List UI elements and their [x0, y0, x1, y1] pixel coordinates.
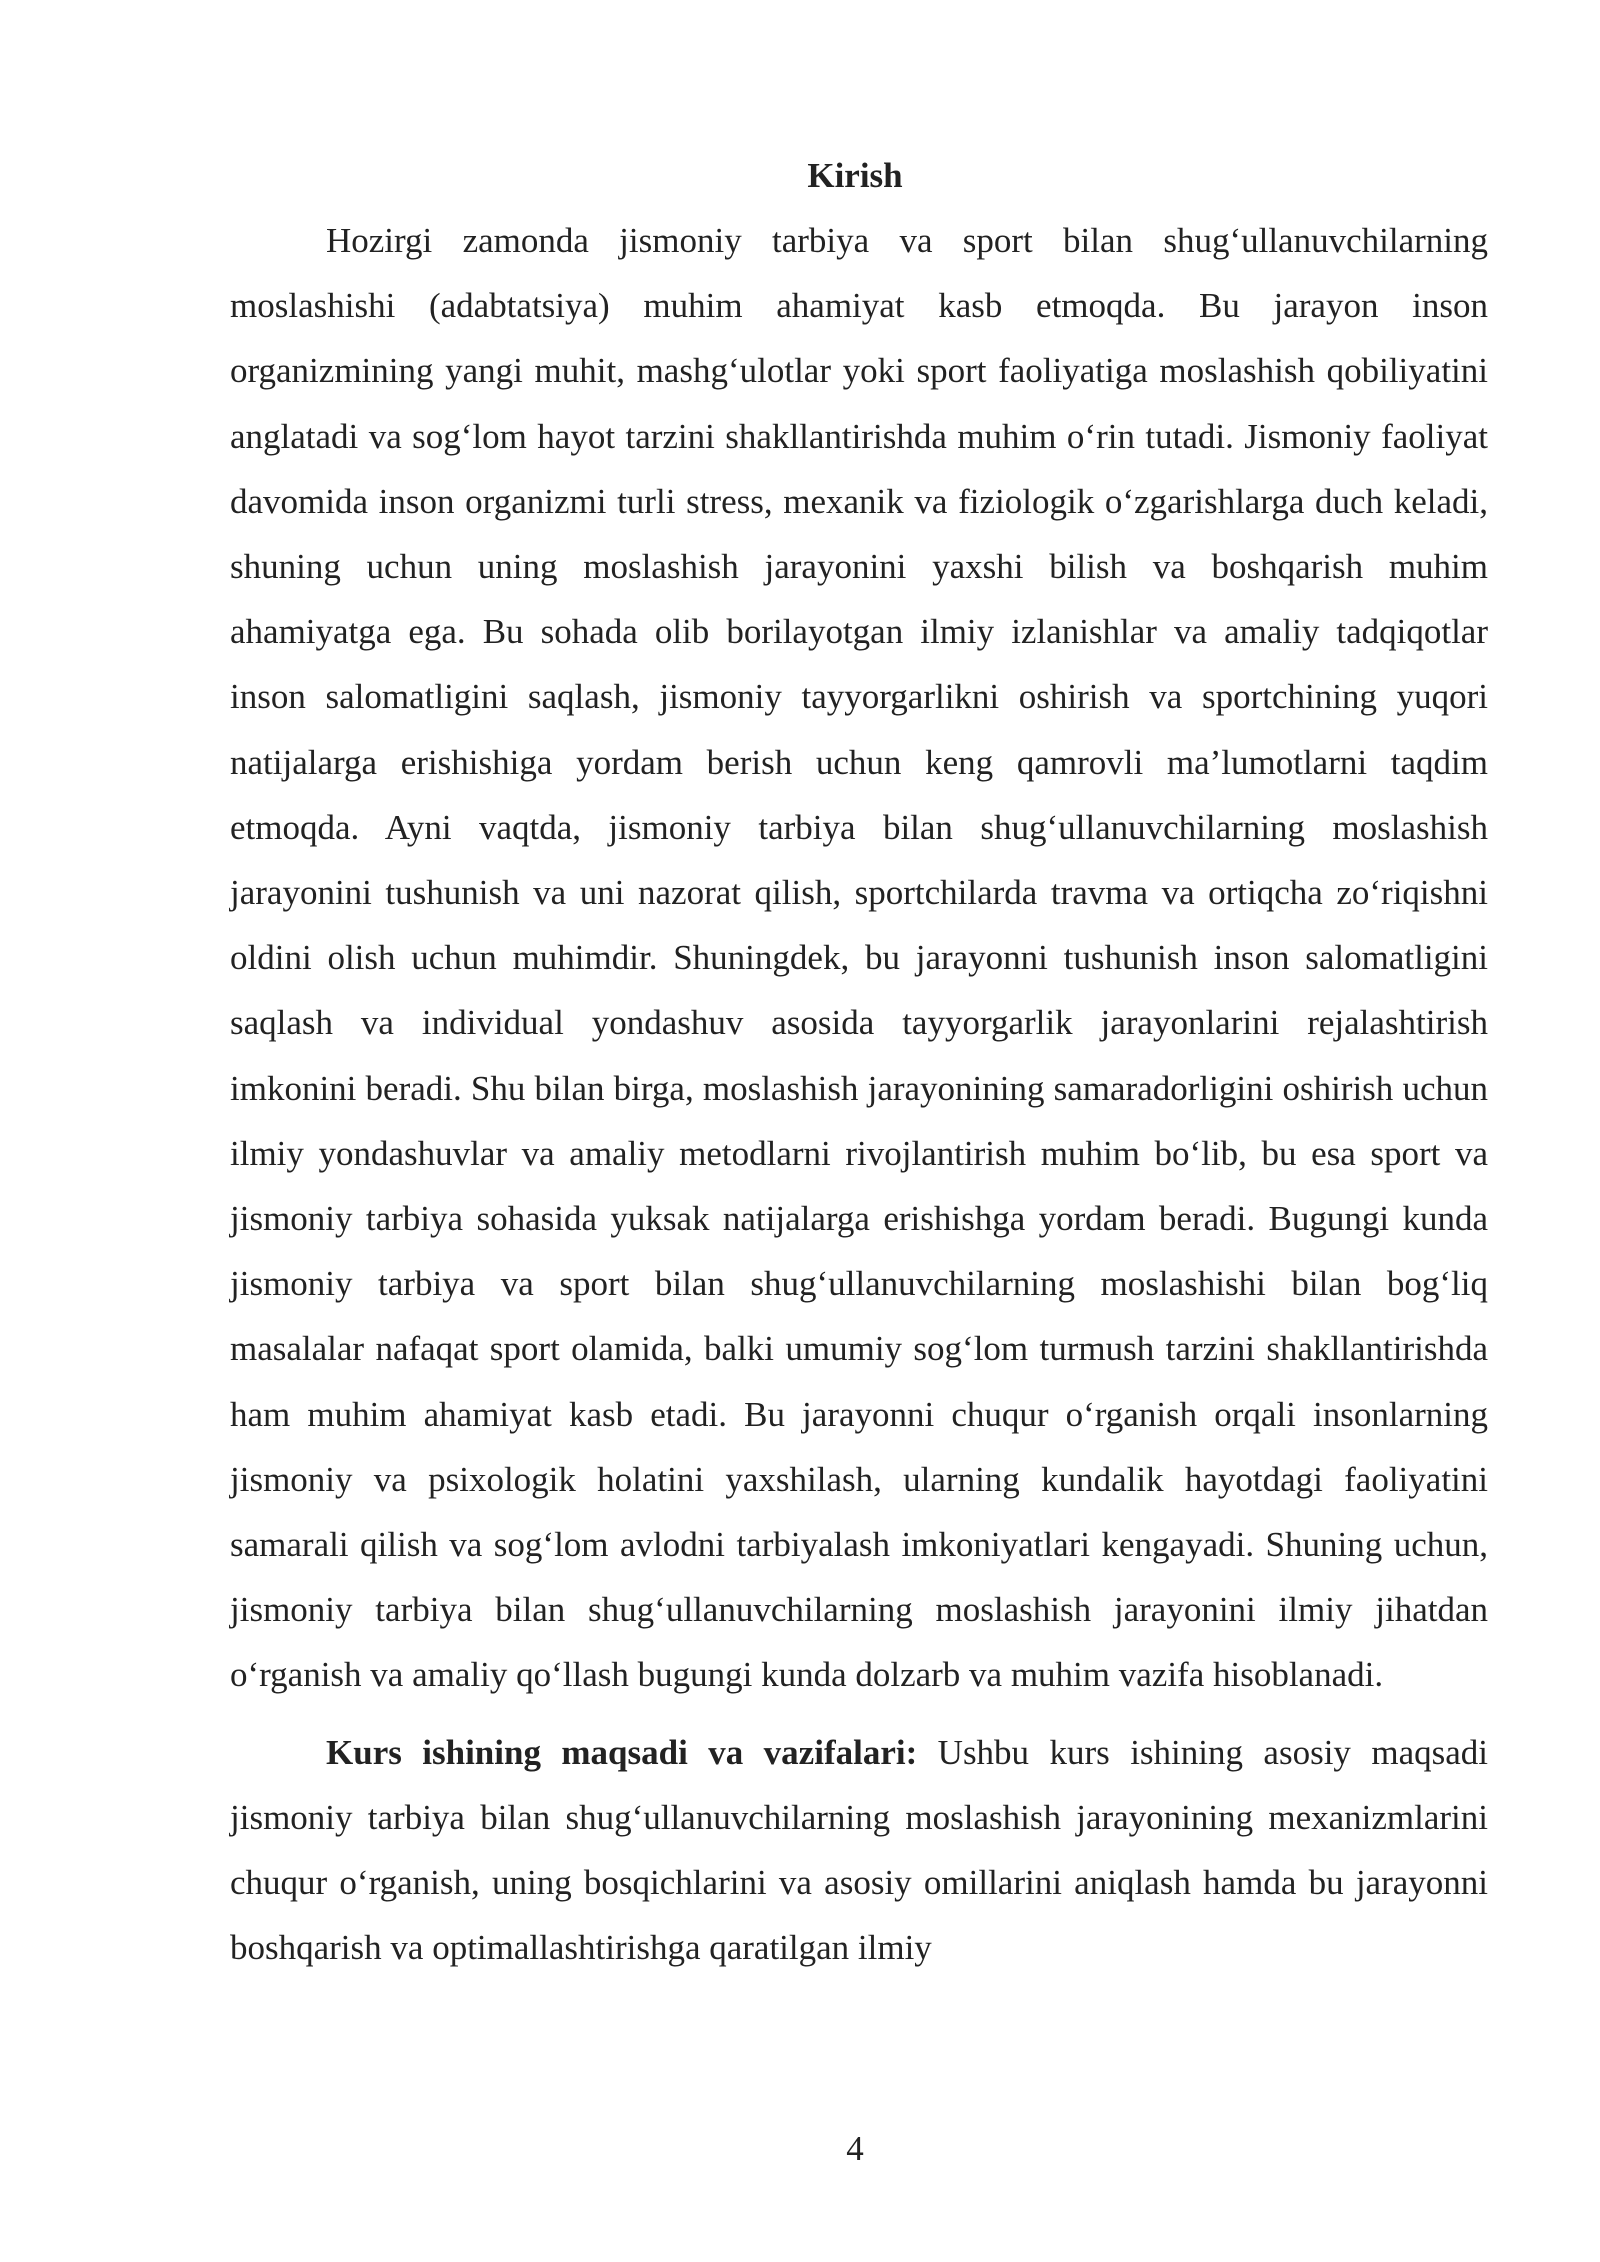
body-text: [230, 208, 1488, 1980]
section-heading: Kirish: [807, 156, 903, 195]
page-number: 4: [846, 2129, 864, 2168]
heading-row: [110, 148, 1600, 204]
intro-paragraph: Hozirgi zamonda jismoniy tarbiya va sport bilan shug‘ullanuvchilarning moslashishi (adabtatsiya) muhim ahamiyat kasb etmoqda. Bu jarayon inson organizmining yangi muhit, mashg‘ulotlar yoki sport faoliyatiga moslashish qobiliyatini anglatadi va sog‘lom hayot tarzini shakllantirishda muhim o‘rin tutadi. Jismoniy faoliyat davomida inson organizmi turli stress, mexanik va fiziologik o‘zgarishlarga duch keladi, shuning uchun uning moslashish jarayonini yaxshi bilish va boshqarish muhim ahamiyatga ega. Bu sohada olib borilayotgan ilmiy izlanishlar va amaliy tadqiqotlar inson salomatligini saqlash, jismoniy tayyorgarlikni oshirish va sportchining yuqori natijalarga erishishiga yordam berish uchun keng qamrovli ma’lumotlarni taqdim etmoqda. Ayni vaqtda, jismoniy tarbiya bilan shug‘ullanuvchilarning moslashish jarayonini tushunish va uni nazorat qilish, sportchilarda travma va ortiqcha zo‘riqishni oldini olish uchun muhimdir. Shuningdek, bu jarayonni tushunish inson salomatligini saqlash va individual yondashuv asosida tayyorgarlik jarayonlarini rejalashtirish imkonini beradi. Shu bilan birga, moslashish jarayonining samaradorligini oshirish uchun ilmiy yondashuvlar va amaliy metodlarni rivojlantirish muhim bo‘lib, bu esa sport va jismoniy tarbiya sohasida yuksak natijalarga erishishga yordam beradi. Bugungi kunda jismoniy tarbiya va sport bilan shug‘ullanuvchilarning moslashishi bilan bog‘liq masalalar nafaqat sport olamida, balki umumiy sog‘lom turmush tarzini shakllantirishda ham muhim ahamiyat kasb etadi. Bu jarayonni chuqur o‘rganish orqali insonlarning jismoniy va psixologik holatini yaxshilash, ularning kundalik hayotdagi faoliyatini samarali qilish va sog‘lom avlodni tarbiyalash imkoniyatlari kengayadi. Shuning uchun, jismoniy tarbiya bilan shug‘ullanuvchilarning moslashish jarayonini ilmiy jihatdan o‘rganish va amaliy qo‘llash bugungi kunda dolzarb va muhim vazifa hisoblanadi.: [230, 221, 1488, 1695]
goals-paragraph: [230, 1720, 1488, 1981]
goals-text: Ushbu kurs ishining asosiy maqsadi jismoniy tarbiya bilan shug‘ullanuvchilarning moslashish jarayonining mexanizmlarini chuqur o‘rganish, uning bosqichlarini va asosiy omillarini aniqlash hamda bu jarayonni boshqarish va optimallashtirishga qaratilgan ilmiy: [230, 1732, 1488, 1968]
goals-lead: Kurs ishining maqsadi va vazifalari:: [326, 1732, 918, 1772]
